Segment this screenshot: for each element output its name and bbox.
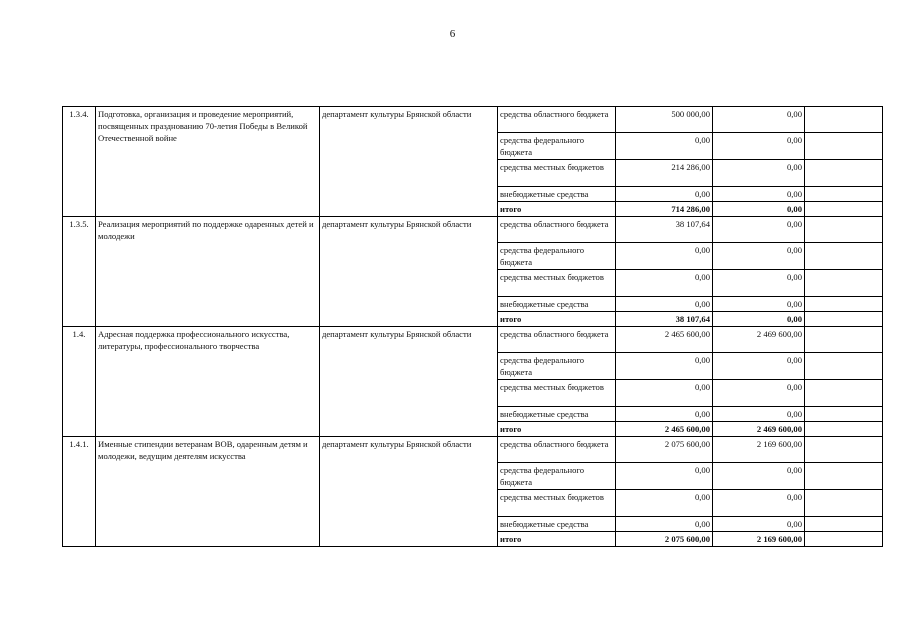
amount-year-1: 38 107,64: [616, 217, 713, 243]
item-code: 1.3.5.: [63, 217, 96, 327]
funding-row: [63, 107, 883, 133]
amount-year-2: 2 169 600,00: [713, 532, 805, 547]
funding-source: средства федерального бюджета: [498, 243, 616, 270]
amount-year-2: 0,00: [713, 202, 805, 217]
empty-cell: [805, 297, 883, 312]
item-name: Реализация мероприятий по поддержке одаренных детей и молодежи: [96, 217, 320, 327]
amount-year-1: 0,00: [616, 270, 713, 297]
funding-source: итого: [498, 532, 616, 547]
item-executor: департамент культуры Брянской области: [320, 217, 498, 327]
funding-row: [63, 437, 883, 463]
empty-cell: [805, 422, 883, 437]
empty-cell: [805, 327, 883, 353]
amount-year-1: 0,00: [616, 463, 713, 490]
funding-source: итого: [498, 202, 616, 217]
amount-year-2: 0,00: [713, 107, 805, 133]
amount-year-2: 0,00: [713, 380, 805, 407]
funding-source: итого: [498, 422, 616, 437]
empty-cell: [805, 380, 883, 407]
funding-source: средства местных бюджетов: [498, 270, 616, 297]
budget-table: [62, 106, 883, 547]
empty-cell: [805, 202, 883, 217]
funding-source: внебюджетные средства: [498, 517, 616, 532]
amount-year-1: 0,00: [616, 297, 713, 312]
empty-cell: [805, 517, 883, 532]
empty-cell: [805, 437, 883, 463]
amount-year-1: 0,00: [616, 187, 713, 202]
budget-table-body: [63, 107, 883, 547]
amount-year-2: 0,00: [713, 133, 805, 160]
funding-source: средства местных бюджетов: [498, 380, 616, 407]
amount-year-1: 0,00: [616, 380, 713, 407]
item-executor: департамент культуры Брянской области: [320, 327, 498, 437]
page-number: 6: [449, 28, 456, 40]
amount-year-2: 0,00: [713, 407, 805, 422]
empty-cell: [805, 187, 883, 202]
item-name: Подготовка, организация и проведение мероприятий, посвященных празднованию 70-летия Победы в Великой Отечественной войне: [96, 107, 320, 217]
amount-year-2: 2 469 600,00: [713, 422, 805, 437]
funding-source: средства областного бюджета: [498, 327, 616, 353]
empty-cell: [805, 107, 883, 133]
empty-cell: [805, 490, 883, 517]
funding-row: [63, 327, 883, 353]
funding-source: итого: [498, 312, 616, 327]
amount-year-2: 0,00: [713, 353, 805, 380]
funding-source: средства областного бюджета: [498, 437, 616, 463]
funding-source: внебюджетные средства: [498, 407, 616, 422]
funding-source: средства федерального бюджета: [498, 353, 616, 380]
amount-year-2: 0,00: [713, 312, 805, 327]
amount-year-2: 0,00: [713, 517, 805, 532]
amount-year-1: 0,00: [616, 407, 713, 422]
amount-year-1: 0,00: [616, 243, 713, 270]
funding-source: внебюджетные средства: [498, 187, 616, 202]
funding-source: средства федерального бюджета: [498, 463, 616, 490]
amount-year-2: 0,00: [713, 243, 805, 270]
funding-source: средства местных бюджетов: [498, 160, 616, 187]
funding-source: средства областного бюджета: [498, 107, 616, 133]
amount-year-1: 38 107,64: [616, 312, 713, 327]
item-executor: департамент культуры Брянской области: [320, 107, 498, 217]
amount-year-2: 0,00: [713, 187, 805, 202]
empty-cell: [805, 160, 883, 187]
empty-cell: [805, 463, 883, 490]
funding-source: средства местных бюджетов: [498, 490, 616, 517]
amount-year-1: 0,00: [616, 133, 713, 160]
amount-year-2: 0,00: [713, 270, 805, 297]
amount-year-2: 0,00: [713, 463, 805, 490]
item-code: 1.4.: [63, 327, 96, 437]
item-code: 1.3.4.: [63, 107, 96, 217]
amount-year-1: 500 000,00: [616, 107, 713, 133]
amount-year-1: 2 075 600,00: [616, 532, 713, 547]
empty-cell: [805, 133, 883, 160]
amount-year-2: 0,00: [713, 490, 805, 517]
item-name: Адресная поддержка профессионального искусства, литературы, профессионального творчества: [96, 327, 320, 437]
amount-year-1: 2 465 600,00: [616, 422, 713, 437]
amount-year-2: 2 169 600,00: [713, 437, 805, 463]
empty-cell: [805, 243, 883, 270]
amount-year-2: 0,00: [713, 297, 805, 312]
empty-cell: [805, 407, 883, 422]
amount-year-1: 714 286,00: [616, 202, 713, 217]
amount-year-2: 2 469 600,00: [713, 327, 805, 353]
amount-year-2: 0,00: [713, 217, 805, 243]
empty-cell: [805, 217, 883, 243]
amount-year-1: 0,00: [616, 353, 713, 380]
empty-cell: [805, 353, 883, 380]
item-name: Именные стипендии ветеранам ВОВ, одаренным детям и молодежи, ведущим деятелям искусства: [96, 437, 320, 547]
item-code: 1.4.1.: [63, 437, 96, 547]
amount-year-1: 0,00: [616, 490, 713, 517]
funding-source: средства федерального бюджета: [498, 133, 616, 160]
amount-year-1: 0,00: [616, 517, 713, 532]
amount-year-1: 2 465 600,00: [616, 327, 713, 353]
empty-cell: [805, 532, 883, 547]
empty-cell: [805, 312, 883, 327]
funding-source: внебюджетные средства: [498, 297, 616, 312]
amount-year-2: 0,00: [713, 160, 805, 187]
amount-year-1: 214 286,00: [616, 160, 713, 187]
item-executor: департамент культуры Брянской области: [320, 437, 498, 547]
funding-row: [63, 217, 883, 243]
empty-cell: [805, 270, 883, 297]
amount-year-1: 2 075 600,00: [616, 437, 713, 463]
funding-source: средства областного бюджета: [498, 217, 616, 243]
